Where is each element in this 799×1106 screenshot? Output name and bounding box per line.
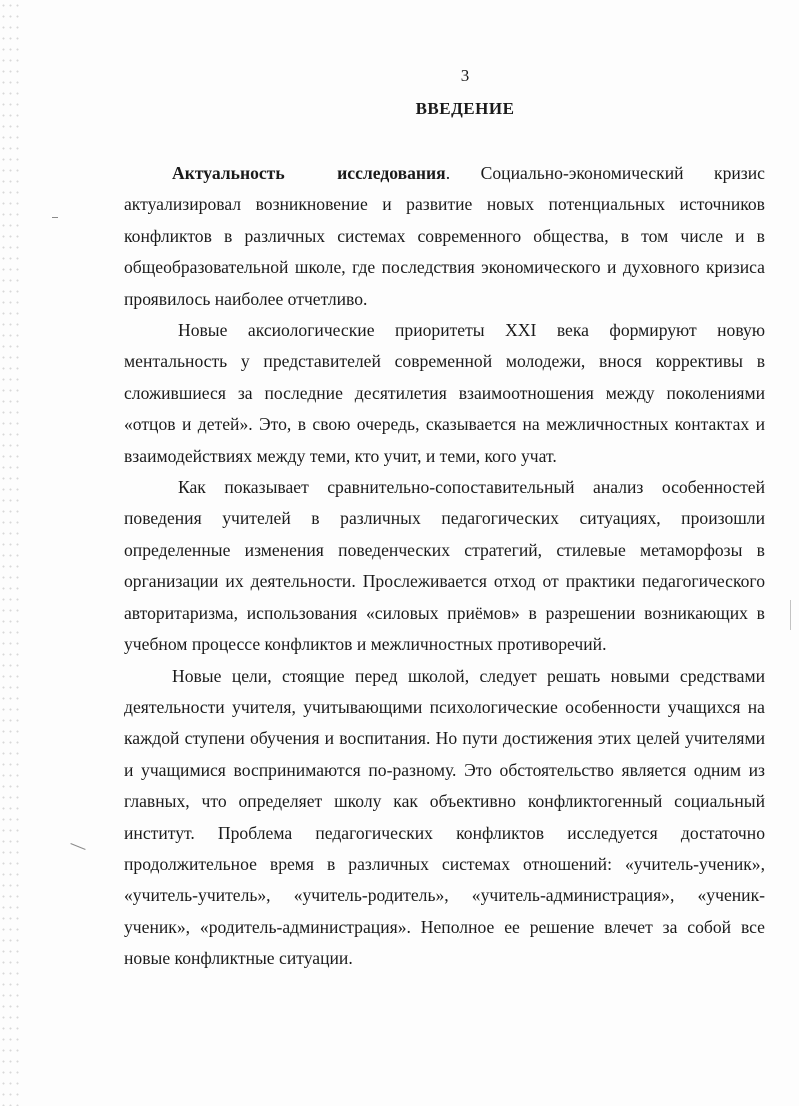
paragraph-text: . Социально-экономический кризис актуализировал возникновение и развитие новых потенциальных источников конфликтов в различных системах современного общества, в том числе и в общеобразовательной школе, где последствия экономического и духовного кризиса проявилось наиболее отчетливо. (124, 163, 765, 309)
paragraph: Как показывает сравнительно-сопоставительный анализ особенностей поведения учителей в различных педагогических ситуациях, произошли определенные изменения поведенческих стратегий, стилевые метаморфозы в организации их деятельности. Прослеживается отход от практики педагогического авторитаризма, использования «силовых приёмов» в разрешении возникающих в учебном процессе конфликтов и межличностных противоречий. (124, 477, 765, 655)
scan-artifact-mark (70, 843, 85, 850)
paragraph-lead-label: Актуальность исследования (172, 163, 446, 183)
scan-artifact-mark (52, 217, 58, 218)
page-title: ВВЕДЕНИЕ (415, 99, 515, 118)
paragraph: Новые аксиологические приоритеты XXI века формируют новую ментальность у представителей современной молодежи, внося коррективы в сложившиеся за последние десятилетия взаимоотношения между поколениями «отцов и детей». Это, в свою очередь, сказывается на межличностных контактах и взаимодействиях между теми, кто учит, и теми, кого учат. (124, 320, 765, 466)
scan-edge-noise (0, 0, 22, 1106)
paragraph: Новые цели, стоящие перед школой, следует решать новыми средствами деятельности учителя, учитывающими психологические особенности учащихся на каждой ступени обучения и воспитания. Но пути достижения этих целей учителями и учащимися воспринимаются по-разному. Это обстоятельство является одним из главных, что определяет школу как объективно конфликтогенный социальный институт. Проблема педагогических конфликтов исследуется достаточно продолжительное время в различных системах отношений: «учитель-ученик», «учитель-учитель», «учитель-родитель», «учитель-администрация», «ученик-ученик», «родитель-администрация». Неполное ее решение влечет за собой все новые конфликтные ситуации. (124, 665, 765, 969)
page-number: 3 (460, 66, 470, 85)
scan-artifact-mark (790, 600, 791, 630)
paragraph-relevance (124, 158, 765, 315)
document-body (124, 158, 765, 975)
